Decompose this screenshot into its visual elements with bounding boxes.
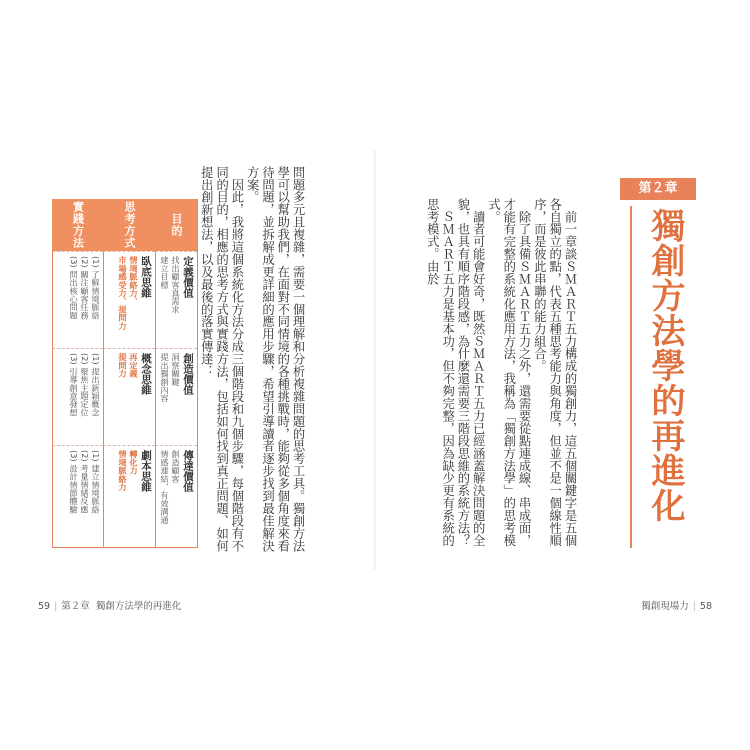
paragraph: 讀者可能會好奇，既然ＳＭＡＲＴ五力已經涵蓋解決問題的全貌，也具有順序階段感，為什麼還需要三階段思維的系統方法？ — [455, 198, 486, 547]
thinking-cell — [103, 348, 155, 445]
paragraph: 前一章談ＳＭＡＲＴ五力構成的獨創力，這五個關鍵字是五個各自獨立的點，代表五種思考能力與角度，但並不是一個線性順序，而是彼此串聯的能力組合。 — [532, 198, 577, 547]
thinking-line: 市場感受力、提問力 — [118, 256, 128, 330]
page-number: 58 — [699, 601, 712, 612]
method-line: (3) 設計情節體驗 — [69, 450, 79, 514]
thinking-line: 情境脈絡力、 — [129, 256, 139, 306]
thinking-title: 臥底思維 — [140, 256, 152, 298]
purpose-line: 創造顧客 — [171, 450, 181, 483]
method-line: (1) 了解情境脈絡 — [91, 256, 101, 320]
header-practice: 實踐方法 — [52, 199, 103, 251]
paragraph: 問題多元且複雜，需要一個理解和分析複雜問題的思考工具。獨創方法學可以幫助我們，在面對不同情境的各種挑戰時，能夠從多個角度來看待問題，並拆解成更詳細的應用步驟，希望引導讀者逐步找到最佳解決方案。 — [245, 166, 306, 552]
method-line: (3) 引導創意發想 — [69, 353, 79, 417]
purpose-cell — [155, 348, 197, 445]
paragraph: 因此，我將這個系統化方法分成三個階段和九個步驟，每個階段有不同的目的，相應的思考方式與實踐方法，包括如何找到真正問題、如何提出創新想法，以及最後的落實傳達： — [199, 166, 244, 552]
method-line: (1) 提出新穎概念 — [91, 353, 101, 417]
purpose-cell — [155, 251, 197, 348]
footer-title: 獨創方法學的再進化 — [95, 601, 182, 612]
thinking-cell — [103, 445, 155, 547]
purpose-line: 提出獨創內容 — [160, 353, 170, 403]
method-line: (2) 關注顧客任務 — [80, 256, 90, 320]
purpose-title: 創造價值 — [182, 353, 194, 395]
paragraph: 除了具備ＳＭＡＲＴ五力之外，還需要從點連成線、串成面，才能有完整的系統化應用方法，我稱為「獨創方法學」的思考模式。 — [486, 198, 532, 547]
right-page-body — [424, 198, 577, 548]
thinking-cell — [103, 251, 155, 348]
header-thinking: 思考方式 — [103, 199, 155, 251]
page-gutter — [374, 150, 376, 570]
footer-chapter: 第２章 — [61, 601, 90, 612]
purpose-title: 定義價值 — [182, 256, 194, 298]
method-line: (2) 考量情緒反應 — [80, 450, 90, 514]
footer-divider: | — [54, 601, 58, 612]
chapter-title: 獨創方法學的再進化 — [645, 208, 685, 523]
practice-cell — [52, 348, 103, 445]
footer-book-title: 獨創現場力 — [641, 601, 689, 612]
purpose-title: 傳達價值 — [182, 450, 194, 492]
purpose-cell — [155, 445, 197, 547]
thinking-line: 提問力 — [118, 353, 128, 378]
practice-cell — [52, 445, 103, 547]
purpose-line: 找出顧客真需求 — [171, 256, 181, 314]
method-line: (2) 聚焦主題定位 — [80, 353, 90, 417]
thinking-line: 再定義 — [129, 353, 139, 378]
left-page-body — [198, 166, 305, 554]
header-purpose: 目的 — [155, 199, 197, 251]
thinking-title: 劇本思維 — [140, 450, 152, 492]
page-number: 59 — [38, 601, 51, 612]
purpose-line: 洞察關鍵 — [171, 353, 181, 386]
method-table — [52, 199, 198, 548]
practice-cell — [52, 251, 103, 348]
thinking-title: 概念思維 — [140, 353, 152, 395]
purpose-line: 情感連結，有效溝通 — [160, 450, 170, 524]
method-line: (3) 問出核心問題 — [69, 256, 79, 320]
method-line: (1) 建立情境脈絡 — [91, 450, 101, 514]
purpose-line: 建立目標 — [160, 256, 170, 289]
left-page-footer — [38, 598, 181, 612]
paragraph: ＳＭＡＲＴ五力是基本功，但不夠完整，因為缺少更有系統的思考模式。由於 — [425, 198, 455, 547]
thinking-line: 轉化力 — [129, 450, 139, 475]
chapter-tag: 第２章 — [620, 178, 696, 200]
footer-divider: | — [692, 601, 696, 612]
thinking-line: 情境脈絡力 — [118, 450, 128, 491]
right-page-footer — [641, 598, 712, 612]
